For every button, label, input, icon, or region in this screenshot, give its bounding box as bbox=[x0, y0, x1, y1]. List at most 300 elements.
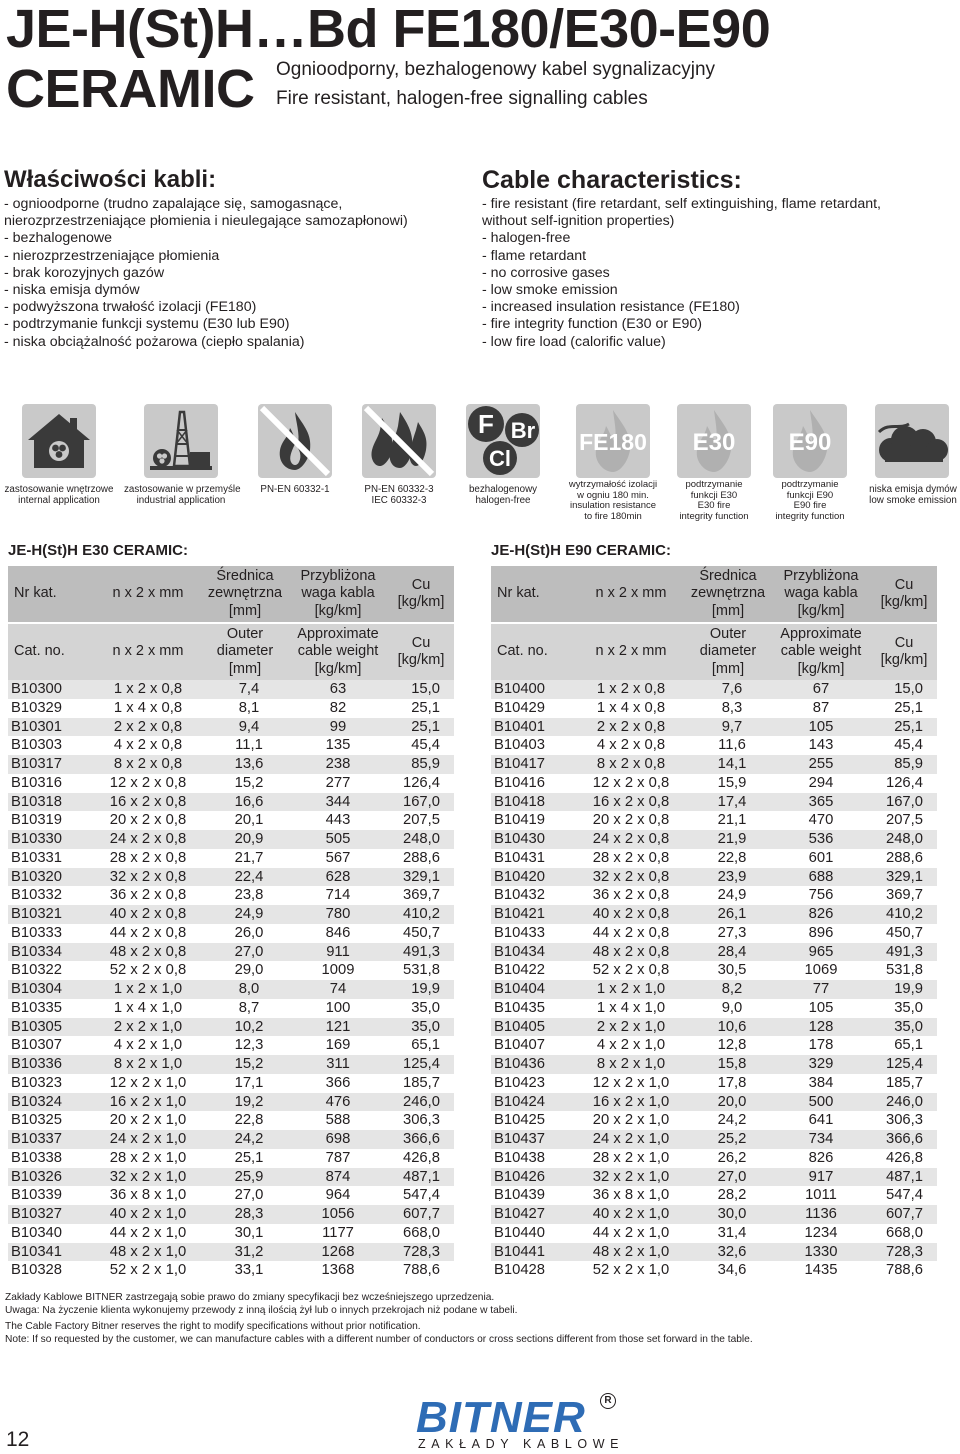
cell-cu: 607,7 bbox=[388, 1205, 454, 1224]
cell-cat-no: B10328 bbox=[8, 1261, 94, 1280]
cell-diameter: 17,1 bbox=[202, 1074, 288, 1093]
cell-weight: 277 bbox=[288, 774, 388, 793]
table-row bbox=[491, 999, 937, 1018]
cell-cat-no: B10429 bbox=[491, 699, 577, 718]
table-row bbox=[8, 811, 454, 830]
cell-cu: 207,5 bbox=[871, 811, 937, 830]
cell-diameter: 12,3 bbox=[202, 1036, 288, 1055]
smoke-icon bbox=[875, 404, 949, 478]
cell-diameter: 23,8 bbox=[202, 886, 288, 905]
cell-cat-no: B10438 bbox=[491, 1149, 577, 1168]
table-row bbox=[8, 699, 454, 718]
col-header-weight-en: Approximate cable weight [kg/km] bbox=[771, 623, 871, 680]
house-icon bbox=[22, 404, 96, 478]
cell-cu: 45,4 bbox=[871, 736, 937, 755]
cell-size: 36 x 8 x 1,0 bbox=[94, 1186, 202, 1205]
cell-size: 28 x 2 x 1,0 bbox=[577, 1149, 685, 1168]
cell-weight: 238 bbox=[288, 755, 388, 774]
cell-cat-no: B10426 bbox=[491, 1168, 577, 1187]
cell-size: 32 x 2 x 0,8 bbox=[577, 868, 685, 887]
col-header-size-en: n x 2 x mm bbox=[577, 623, 685, 680]
cell-weight: 911 bbox=[288, 943, 388, 962]
cell-weight: 1011 bbox=[771, 1186, 871, 1205]
cell-weight: 294 bbox=[771, 774, 871, 793]
table-row bbox=[8, 943, 454, 962]
table-row bbox=[8, 1093, 454, 1112]
cell-diameter: 27,3 bbox=[685, 924, 771, 943]
col-header-diameter-pl: Średnica zewnętrzna [mm] bbox=[685, 566, 771, 623]
cell-cat-no: B10322 bbox=[8, 961, 94, 980]
table-row bbox=[491, 1111, 937, 1130]
cell-weight: 846 bbox=[288, 924, 388, 943]
table-row bbox=[8, 999, 454, 1018]
cell-cat-no: B10339 bbox=[8, 1186, 94, 1205]
caption-line: wytrzymałość izolacji bbox=[568, 479, 658, 490]
cell-diameter: 13,6 bbox=[202, 755, 288, 774]
cell-size: 40 x 2 x 0,8 bbox=[577, 905, 685, 924]
cell-weight: 1330 bbox=[771, 1243, 871, 1262]
properties-pl-item: nierozprzestrzeniające płomienia i nieulegające samozapłonowi) bbox=[4, 213, 408, 230]
cell-cat-no: B10324 bbox=[8, 1093, 94, 1112]
cell-diameter: 25,1 bbox=[202, 1149, 288, 1168]
cell-weight: 169 bbox=[288, 1036, 388, 1055]
table-row bbox=[8, 680, 454, 699]
icon-caption-60332-1 bbox=[243, 484, 347, 495]
cell-cu: 246,0 bbox=[388, 1093, 454, 1112]
caption-line: PN-EN 60332-1 bbox=[260, 484, 330, 495]
cell-size: 52 x 2 x 0,8 bbox=[577, 961, 685, 980]
cell-diameter: 30,1 bbox=[202, 1224, 288, 1243]
table-row bbox=[491, 1261, 937, 1280]
caption-line: E90 fire bbox=[793, 500, 827, 512]
properties-pl-item: - brak korozyjnych gazów bbox=[4, 264, 165, 281]
cell-cu: 126,4 bbox=[871, 774, 937, 793]
cell-weight: 500 bbox=[771, 1093, 871, 1112]
cell-cat-no: B10305 bbox=[8, 1018, 94, 1037]
cell-weight: 329 bbox=[771, 1055, 871, 1074]
cell-cat-no: B10340 bbox=[8, 1224, 94, 1243]
table-row bbox=[491, 961, 937, 980]
cell-cu: 35,0 bbox=[388, 1018, 454, 1037]
col-header-weight-en: Approximate cable weight [kg/km] bbox=[288, 623, 388, 680]
cell-cu: 25,1 bbox=[388, 699, 454, 718]
cell-cat-no: B10439 bbox=[491, 1186, 577, 1205]
cell-diameter: 21,1 bbox=[685, 811, 771, 830]
cell-size: 20 x 2 x 1,0 bbox=[94, 1111, 202, 1130]
properties-pl-item: - podwyższona trwałość izolacji (FE180) bbox=[4, 299, 257, 316]
cell-weight: 698 bbox=[288, 1130, 388, 1149]
cell-cat-no: B10332 bbox=[8, 886, 94, 905]
table-row bbox=[8, 1261, 454, 1280]
table-e30-title: JE-H(St)H E30 CERAMIC: bbox=[8, 542, 189, 559]
cell-cat-no: B10435 bbox=[491, 999, 577, 1018]
table-row bbox=[8, 793, 454, 812]
cell-cu: 366,6 bbox=[871, 1130, 937, 1149]
title-line-1: JE-H(St)H…Bd FE180/E30-E90 bbox=[6, 0, 771, 59]
cell-diameter: 26,0 bbox=[202, 924, 288, 943]
cell-diameter: 23,9 bbox=[685, 868, 771, 887]
cell-cat-no: B10437 bbox=[491, 1130, 577, 1149]
col-header-cu-en: Cu [kg/km] bbox=[871, 623, 937, 680]
cell-weight: 384 bbox=[771, 1074, 871, 1093]
cell-size: 1 x 2 x 0,8 bbox=[94, 680, 202, 699]
properties-pl-item: - nierozprzestrzeniające płomienia bbox=[4, 247, 220, 264]
cell-weight: 688 bbox=[771, 868, 871, 887]
cell-diameter: 34,6 bbox=[685, 1261, 771, 1280]
cell-cat-no: B10421 bbox=[491, 905, 577, 924]
cell-cat-no: B10418 bbox=[491, 793, 577, 812]
cell-diameter: 15,2 bbox=[202, 774, 288, 793]
properties-en-item: - no corrosive gases bbox=[482, 264, 610, 281]
subtitle-en: Fire resistant, halogen-free signalling cables bbox=[276, 88, 648, 109]
cell-diameter: 9,7 bbox=[685, 718, 771, 737]
cell-size: 1 x 2 x 0,8 bbox=[577, 680, 685, 699]
halogen-label-cl: Cl bbox=[489, 446, 511, 471]
properties-en-item: - fire integrity function (E30 or E90) bbox=[482, 316, 703, 333]
cell-diameter: 11,1 bbox=[202, 736, 288, 755]
cell-cat-no: B10327 bbox=[8, 1205, 94, 1224]
properties-en-item: - low smoke emission bbox=[482, 282, 618, 299]
cell-cu: 288,6 bbox=[388, 849, 454, 868]
cell-weight: 63 bbox=[288, 680, 388, 699]
industrial-tower-icon bbox=[144, 404, 218, 478]
cell-diameter: 8,7 bbox=[202, 999, 288, 1018]
cell-size: 2 x 2 x 0,8 bbox=[94, 718, 202, 737]
cell-weight: 82 bbox=[288, 699, 388, 718]
cell-cat-no: B10316 bbox=[8, 774, 94, 793]
cell-cu: 185,7 bbox=[871, 1074, 937, 1093]
table-row bbox=[491, 1186, 937, 1205]
table-row bbox=[8, 718, 454, 737]
table-row bbox=[491, 905, 937, 924]
cell-cu: 450,7 bbox=[871, 924, 937, 943]
cell-cu: 788,6 bbox=[871, 1261, 937, 1280]
cell-cu: 125,4 bbox=[871, 1055, 937, 1074]
cell-diameter: 28,4 bbox=[685, 943, 771, 962]
col-header-weight-pl: Przybliżona waga kabla [kg/km] bbox=[288, 566, 388, 623]
cell-size: 28 x 2 x 0,8 bbox=[577, 849, 685, 868]
table-row bbox=[8, 1111, 454, 1130]
cell-cat-no: B10301 bbox=[8, 718, 94, 737]
cell-weight: 714 bbox=[288, 886, 388, 905]
cell-cat-no: B10430 bbox=[491, 830, 577, 849]
cell-weight: 99 bbox=[288, 718, 388, 737]
table-row bbox=[491, 1224, 937, 1243]
cell-cu: 531,8 bbox=[388, 961, 454, 980]
properties-pl-item: - niska emisja dymów bbox=[4, 282, 140, 299]
cell-cu: 25,1 bbox=[388, 718, 454, 737]
icon-caption-halogen bbox=[451, 484, 555, 506]
icon-caption-fe180 bbox=[561, 480, 665, 522]
cell-diameter: 17,4 bbox=[685, 793, 771, 812]
icon-caption-e90 bbox=[758, 480, 862, 522]
cell-cat-no: B10304 bbox=[8, 980, 94, 999]
cell-diameter: 22,8 bbox=[685, 849, 771, 868]
cell-cat-no: B10300 bbox=[8, 680, 94, 699]
cell-cu: 45,4 bbox=[388, 736, 454, 755]
cell-cat-no: B10317 bbox=[8, 755, 94, 774]
cell-diameter: 10,6 bbox=[685, 1018, 771, 1037]
table-row bbox=[491, 830, 937, 849]
col-header-cu-en: Cu [kg/km] bbox=[388, 623, 454, 680]
table-row bbox=[8, 774, 454, 793]
cell-diameter: 27,0 bbox=[202, 943, 288, 962]
cell-cat-no: B10334 bbox=[8, 943, 94, 962]
table-row bbox=[491, 1036, 937, 1055]
cell-size: 32 x 2 x 1,0 bbox=[94, 1168, 202, 1187]
cell-size: 40 x 2 x 1,0 bbox=[577, 1205, 685, 1224]
cell-diameter: 7,6 bbox=[685, 680, 771, 699]
cell-cu: 426,8 bbox=[388, 1149, 454, 1168]
cell-size: 44 x 2 x 1,0 bbox=[94, 1224, 202, 1243]
cell-size: 1 x 4 x 1,0 bbox=[577, 999, 685, 1018]
cell-cu: 25,1 bbox=[871, 718, 937, 737]
caption-line: to fire 180min bbox=[584, 510, 642, 522]
cell-cu: 25,1 bbox=[871, 699, 937, 718]
cell-diameter: 20,0 bbox=[685, 1093, 771, 1112]
icon-caption-e30 bbox=[662, 480, 766, 522]
cell-weight: 178 bbox=[771, 1036, 871, 1055]
table-row bbox=[491, 1055, 937, 1074]
cell-size: 20 x 2 x 0,8 bbox=[577, 811, 685, 830]
cell-cu: 369,7 bbox=[388, 886, 454, 905]
flame-e90-icon bbox=[773, 404, 847, 478]
cell-cat-no: B10330 bbox=[8, 830, 94, 849]
table-row bbox=[491, 718, 937, 737]
cell-cat-no: B10333 bbox=[8, 924, 94, 943]
cell-size: 52 x 2 x 1,0 bbox=[94, 1261, 202, 1280]
caption-line: integrity function bbox=[679, 510, 749, 522]
cell-diameter: 19,2 bbox=[202, 1093, 288, 1112]
cell-cu: 369,7 bbox=[871, 886, 937, 905]
cell-size: 8 x 2 x 1,0 bbox=[577, 1055, 685, 1074]
table-row bbox=[491, 699, 937, 718]
cell-size: 16 x 2 x 1,0 bbox=[577, 1093, 685, 1112]
table-row bbox=[491, 924, 937, 943]
cell-diameter: 30,5 bbox=[685, 961, 771, 980]
table-row bbox=[491, 980, 937, 999]
cell-diameter: 10,2 bbox=[202, 1018, 288, 1037]
cell-cu: 366,6 bbox=[388, 1130, 454, 1149]
cell-weight: 756 bbox=[771, 886, 871, 905]
cell-cu: 788,6 bbox=[388, 1261, 454, 1280]
cell-weight: 1136 bbox=[771, 1205, 871, 1224]
cell-weight: 536 bbox=[771, 830, 871, 849]
cell-cu: 35,0 bbox=[388, 999, 454, 1018]
caption-line: zastosowanie w przemyśle bbox=[124, 484, 241, 495]
properties-en-heading: Cable characteristics: bbox=[482, 166, 742, 194]
cell-cu: 65,1 bbox=[388, 1036, 454, 1055]
table-row bbox=[8, 1168, 454, 1187]
table-row bbox=[8, 830, 454, 849]
cell-cu: 329,1 bbox=[388, 868, 454, 887]
cell-weight: 641 bbox=[771, 1111, 871, 1130]
cell-diameter: 8,3 bbox=[685, 699, 771, 718]
cell-size: 8 x 2 x 0,8 bbox=[94, 755, 202, 774]
cell-diameter: 26,1 bbox=[685, 905, 771, 924]
cell-diameter: 21,7 bbox=[202, 849, 288, 868]
cell-size: 32 x 2 x 0,8 bbox=[94, 868, 202, 887]
cell-cat-no: B10307 bbox=[8, 1036, 94, 1055]
cell-diameter: 25,2 bbox=[685, 1130, 771, 1149]
feature-icons-row bbox=[0, 404, 960, 524]
cell-cu: 668,0 bbox=[871, 1224, 937, 1243]
cell-weight: 826 bbox=[771, 905, 871, 924]
fe180-label: FE180 bbox=[579, 429, 647, 455]
cell-size: 2 x 2 x 0,8 bbox=[577, 718, 685, 737]
cell-weight: 366 bbox=[288, 1074, 388, 1093]
cell-diameter: 24,2 bbox=[202, 1130, 288, 1149]
cell-cat-no: B10425 bbox=[491, 1111, 577, 1130]
col-header-cu-pl: Cu [kg/km] bbox=[388, 566, 454, 623]
cell-weight: 143 bbox=[771, 736, 871, 755]
cell-cu: 65,1 bbox=[871, 1036, 937, 1055]
cell-cat-no: B10440 bbox=[491, 1224, 577, 1243]
cell-diameter: 26,2 bbox=[685, 1149, 771, 1168]
page-number: 12 bbox=[6, 1428, 30, 1451]
cell-diameter: 11,6 bbox=[685, 736, 771, 755]
col-header-diameter-en: Outer diameter [mm] bbox=[685, 623, 771, 680]
properties-en-item: - flame retardant bbox=[482, 247, 587, 264]
col-header-size-en: n x 2 x mm bbox=[94, 623, 202, 680]
cell-size: 16 x 2 x 0,8 bbox=[94, 793, 202, 812]
table-row bbox=[8, 886, 454, 905]
cell-weight: 344 bbox=[288, 793, 388, 812]
cell-diameter: 22,4 bbox=[202, 868, 288, 887]
cell-diameter: 8,1 bbox=[202, 699, 288, 718]
table-row bbox=[8, 924, 454, 943]
cell-cat-no: B10405 bbox=[491, 1018, 577, 1037]
cell-size: 1 x 4 x 0,8 bbox=[94, 699, 202, 718]
bitner-logo bbox=[412, 1393, 625, 1454]
cell-diameter: 32,6 bbox=[685, 1243, 771, 1262]
cell-cat-no: B10320 bbox=[8, 868, 94, 887]
cell-size: 24 x 2 x 1,0 bbox=[94, 1130, 202, 1149]
cell-size: 8 x 2 x 1,0 bbox=[94, 1055, 202, 1074]
caption-line: halogen-free bbox=[475, 495, 531, 506]
halogen-label-br: Br bbox=[510, 418, 536, 443]
cell-cu: 547,4 bbox=[871, 1186, 937, 1205]
cell-size: 4 x 2 x 1,0 bbox=[94, 1036, 202, 1055]
cell-weight: 1435 bbox=[771, 1261, 871, 1280]
cell-cu: 306,3 bbox=[388, 1111, 454, 1130]
cell-cat-no: B10401 bbox=[491, 718, 577, 737]
properties-pl-item: - ognioodporne (trudno zapalające się, samogasnące, bbox=[4, 196, 343, 212]
cell-diameter: 12,8 bbox=[685, 1036, 771, 1055]
cell-cat-no: B10432 bbox=[491, 886, 577, 905]
cell-cat-no: B10326 bbox=[8, 1168, 94, 1187]
cell-size: 24 x 2 x 1,0 bbox=[577, 1130, 685, 1149]
col-header-weight-pl: Przybliżona waga kabla [kg/km] bbox=[771, 566, 871, 623]
table-row bbox=[491, 793, 937, 812]
cell-cu: 487,1 bbox=[388, 1168, 454, 1187]
cell-diameter: 29,0 bbox=[202, 961, 288, 980]
cell-weight: 443 bbox=[288, 811, 388, 830]
cell-diameter: 28,2 bbox=[685, 1186, 771, 1205]
cell-size: 8 x 2 x 0,8 bbox=[577, 755, 685, 774]
cell-cu: 207,5 bbox=[388, 811, 454, 830]
cell-cu: 126,4 bbox=[388, 774, 454, 793]
flame-e30-icon bbox=[677, 404, 751, 478]
caption-line: funkcji E90 bbox=[786, 489, 834, 501]
cell-diameter: 24,2 bbox=[685, 1111, 771, 1130]
cell-diameter: 9,4 bbox=[202, 718, 288, 737]
flames-crossed-icon bbox=[362, 404, 436, 478]
cell-weight: 628 bbox=[288, 868, 388, 887]
table-row bbox=[491, 680, 937, 699]
cell-diameter: 16,6 bbox=[202, 793, 288, 812]
cell-size: 24 x 2 x 0,8 bbox=[577, 830, 685, 849]
cell-cat-no: B10420 bbox=[491, 868, 577, 887]
caption-line: low smoke emission bbox=[869, 495, 957, 506]
cell-size: 1 x 2 x 1,0 bbox=[577, 980, 685, 999]
properties-en bbox=[482, 166, 952, 351]
caption-line: podtrzymanie bbox=[685, 479, 743, 490]
cell-cu: 15,0 bbox=[388, 680, 454, 699]
cell-cat-no: B10436 bbox=[491, 1055, 577, 1074]
caption-line: IEC 60332-3 bbox=[371, 495, 427, 506]
cell-diameter: 17,8 bbox=[685, 1074, 771, 1093]
cell-weight: 365 bbox=[771, 793, 871, 812]
cell-weight: 1368 bbox=[288, 1261, 388, 1280]
cell-cat-no: B10323 bbox=[8, 1074, 94, 1093]
cell-cat-no: B10422 bbox=[491, 961, 577, 980]
cell-cu: 85,9 bbox=[388, 755, 454, 774]
cell-cat-no: B10424 bbox=[491, 1093, 577, 1112]
cell-size: 48 x 2 x 0,8 bbox=[94, 943, 202, 962]
cell-size: 36 x 2 x 0,8 bbox=[577, 886, 685, 905]
cell-cu: 288,6 bbox=[871, 849, 937, 868]
table-row bbox=[8, 905, 454, 924]
cell-weight: 1009 bbox=[288, 961, 388, 980]
table-row bbox=[8, 1186, 454, 1205]
table-row bbox=[491, 943, 937, 962]
cell-diameter: 8,0 bbox=[202, 980, 288, 999]
cell-cu: 306,3 bbox=[871, 1111, 937, 1130]
cell-cat-no: B10433 bbox=[491, 924, 577, 943]
col-header-cu-pl: Cu [kg/km] bbox=[871, 566, 937, 623]
cell-diameter: 14,1 bbox=[685, 755, 771, 774]
icon-caption-smoke bbox=[860, 484, 960, 506]
cell-weight: 896 bbox=[771, 924, 871, 943]
cell-weight: 780 bbox=[288, 905, 388, 924]
table-row bbox=[491, 868, 937, 887]
cell-cu: 248,0 bbox=[871, 830, 937, 849]
cell-cu: 35,0 bbox=[871, 1018, 937, 1037]
properties-pl-item: - niska obciążalność pożarowa (ciepło spalania) bbox=[4, 333, 305, 350]
cell-cu: 450,7 bbox=[388, 924, 454, 943]
cell-size: 12 x 2 x 1,0 bbox=[94, 1074, 202, 1093]
caption-line: integrity function bbox=[775, 510, 845, 522]
cell-weight: 505 bbox=[288, 830, 388, 849]
table-row bbox=[491, 1018, 937, 1037]
table-row bbox=[491, 1149, 937, 1168]
cell-weight: 1069 bbox=[771, 961, 871, 980]
col-header-cat-pl: Nr kat. bbox=[491, 566, 577, 623]
col-header-size-pl: n x 2 x mm bbox=[577, 566, 685, 623]
cell-cat-no: B10325 bbox=[8, 1111, 94, 1130]
properties-en-item: - halogen-free bbox=[482, 230, 571, 247]
properties-pl-item: - bezhalogenowe bbox=[4, 230, 113, 247]
table-row bbox=[8, 1130, 454, 1149]
cell-diameter: 8,2 bbox=[685, 980, 771, 999]
cell-weight: 787 bbox=[288, 1149, 388, 1168]
cell-size: 32 x 2 x 1,0 bbox=[577, 1168, 685, 1187]
cell-size: 2 x 2 x 1,0 bbox=[94, 1018, 202, 1037]
cell-cu: 410,2 bbox=[871, 905, 937, 924]
col-header-cat-en: Cat. no. bbox=[491, 623, 577, 680]
properties-en-item: - low fire load (calorific value) bbox=[482, 333, 666, 350]
